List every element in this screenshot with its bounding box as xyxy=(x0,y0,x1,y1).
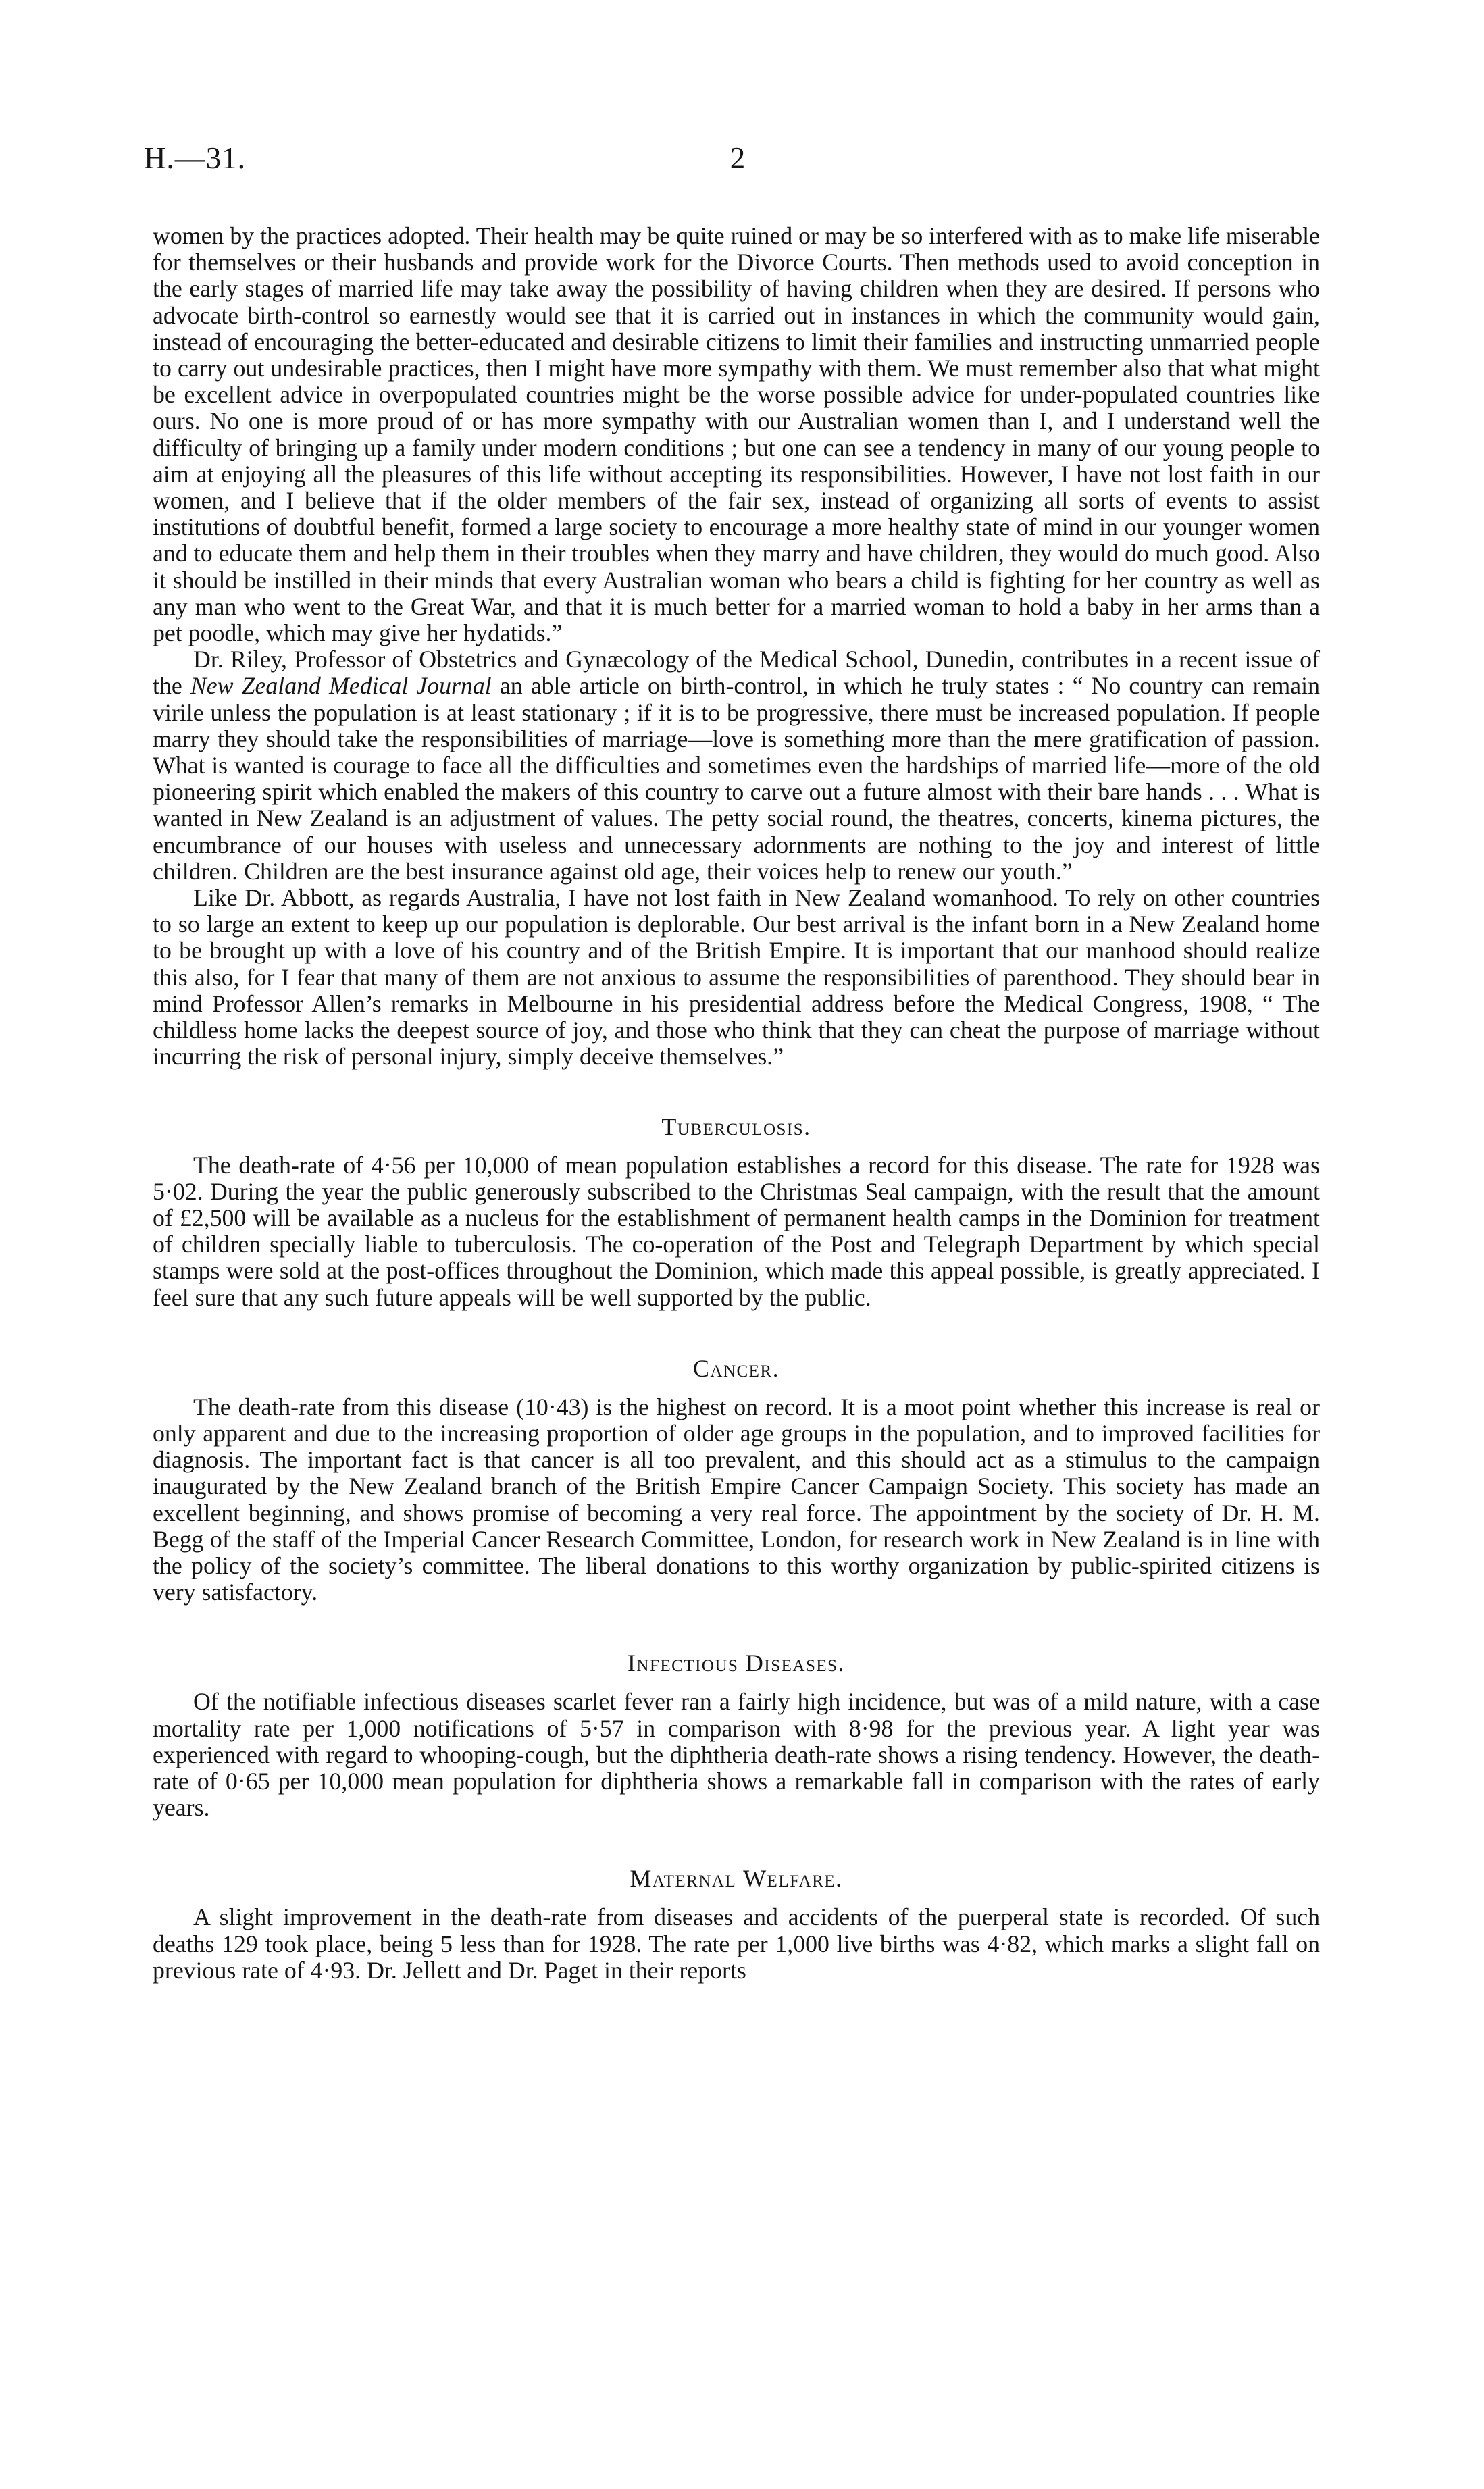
document-reference: H.—31. xyxy=(144,141,246,175)
paragraph-tuberculosis: The death-rate of 4·56 per 10,000 of mean population establishes a record for this disease. The rate for 1928 was 5·02. During the year the public generously subscribed to the Christmas Seal campaign, with the result that the amount of £2,500 will be available as a nucleus for the establishment of permanent health camps in the Dominion for treatment of children specially liable to tuberculosis. The co-operation of the Post and Telegraph Department by which special stamps were sold at the post-offices throughout the Dominion, which made this appeal possible, is greatly appreciated. I feel sure that any such future appeals will be well supported by the public. xyxy=(153,1151,1320,1311)
paragraph-cancer: The death-rate from this disease (10·43) is the highest on record. It is a moot point whether this increase is real or only apparent and due to the increasing proportion of older age groups in the population, and to improved facilities for diagnosis. The important fact is that cancer is all too prevalent, and this should act as a stimulus to the campaign inaugurated by the New Zealand branch of the British Empire Cancer Campaign Society. This society has made an excellent beginning, and shows promise of becoming a very real force. The appointment by the society of Dr. H. M. Begg of the staff of the Imperial Cancer Research Committee, London, for research work in New Zealand is in line with the policy of the society’s committee. The liberal donations to this worthy organization by public-spirited citizens is very satisfactory. xyxy=(153,1393,1320,1606)
document-body xyxy=(153,223,1320,1984)
journal-title: New Zealand Medical Journal xyxy=(190,672,492,700)
paragraph-womanhood: Like Dr. Abbott, as regards Australia, I have not lost faith in New Zealand womanhood. To rely on other countries to so large an extent to keep up our population is deplorable. Our best arrival is the infant born in a New Zealand home to be brought up with a love of his country and of the British Empire. It is important that our manhood should realize this also, for I fear that many of them are not anxious to assume the responsibilities of parenthood. They should bear in mind Professor Allen’s remarks in Melbourne in his presidential address before the Medical Congress, 1908, “ The childless home lacks the deepest source of joy, and those who think that they can cheat the purpose of marriage without incurring the risk of personal injury, simply deceive themselves.” xyxy=(153,884,1320,1071)
paragraph-infectious-diseases: Of the notifiable infectious diseases scarlet fever ran a fairly high incidence, but was of a mild nature, with a case mortality rate per 1,000 notifications of 5·57 in comparison with 8·98 for the previous year. A light year was experienced with regard to whooping-cough, but the diphtheria death-rate shows a rising tendency. However, the death-rate of 0·65 per 10,000 mean population for diphtheria shows a remarkable fall in comparison with the rates of early years. xyxy=(153,1688,1320,1822)
paragraph-continued-quote: women by the practices adopted. Their health may be quite ruined or may be so interfered with as to make life miserable for themselves or their husbands and provide work for the Divorce Courts. Then methods used to avoid conception in the early stages of married life may take away the possibility of having children when they are desired. If persons who advocate birth-control so earnestly would see that it is carried out in instances in which the community would gain, instead of encouraging the better-educated and desirable citizens to limit their families and instructing unmarried people to carry out undesirable practices, then I might have more sympathy with them. We must remember also that what might be excellent advice in overpopulated countries might be the worse possible advice for under-populated countries like ours. No one is more proud of or has more sympathy with our Australian women than I, and I understand well the difficulty of bringing up a family under modern conditions ; but one can see a tendency in many of our young people to aim at enjoying all the pleasures of this life without accepting its responsibilities. However, I have not lost faith in our women, and I believe that if the older members of the fair sex, instead of organizing all sorts of events to assist institutions of doubtful benefit, formed a large society to encourage a more healthy state of mind in our younger women and to educate them and help them in their troubles when they marry and have children, they would do much good. Also it should be instilled in their minds that every Australian woman who bears a child is fighting for her country as well as any man who went to the Great War, and that it is much better for a married woman to hold a baby in her arms than a pet poodle, which may give her hydatids.” xyxy=(153,222,1320,647)
riley-text-after: an able article on birth-control, in which he truly states : “ No country can remain virile unless the population is at least stationary ; if it is to be progressive, there must be increased population. If people marry they should take the responsibilities of marriage—love is something more than the mere gratification of passion. What is wanted is courage to face all the difficulties and sometimes even the hardships of married life—more of the old pioneering spirit which enabled the makers of this country to carve out a future almost with their bare hands . . . What is wanted in New Zealand is an adjustment of values. The petty social round, the theatres, concerts, kinema pictures, the encumbrance of our houses with useless and unnecessary adornments are nothing to the joy and interest of little children. Children are the best insurance against old age, their voices help to renew our youth.” xyxy=(153,672,1320,885)
section-heading-tuberculosis: Tuberculosis. xyxy=(661,1112,811,1140)
section-heading-cancer: Cancer. xyxy=(692,1354,780,1382)
paragraph-maternal-welfare: A slight improvement in the death-rate from diseases and accidents of the puerperal state is recorded. Of such deaths 129 took place, being 5 less than for 1928. The rate per 1,000 live births was 4·82, which marks a slight fall on previous rate of 4·93. Dr. Jellett and Dr. Paget in their reports xyxy=(153,1903,1320,1984)
page-header xyxy=(0,140,1484,181)
riley-text-before: Dr. Riley, Professor of Obstetrics and Gynæcology of the Medical School, Dunedin, contributes in a recent issue of the xyxy=(153,646,1320,700)
section-heading-maternal-welfare: Maternal Welfare. xyxy=(630,1865,843,1893)
page-number: 2 xyxy=(730,141,746,175)
paragraph-riley-quote xyxy=(153,646,1320,885)
section-heading-infectious-diseases: Infectious Diseases. xyxy=(627,1649,846,1677)
